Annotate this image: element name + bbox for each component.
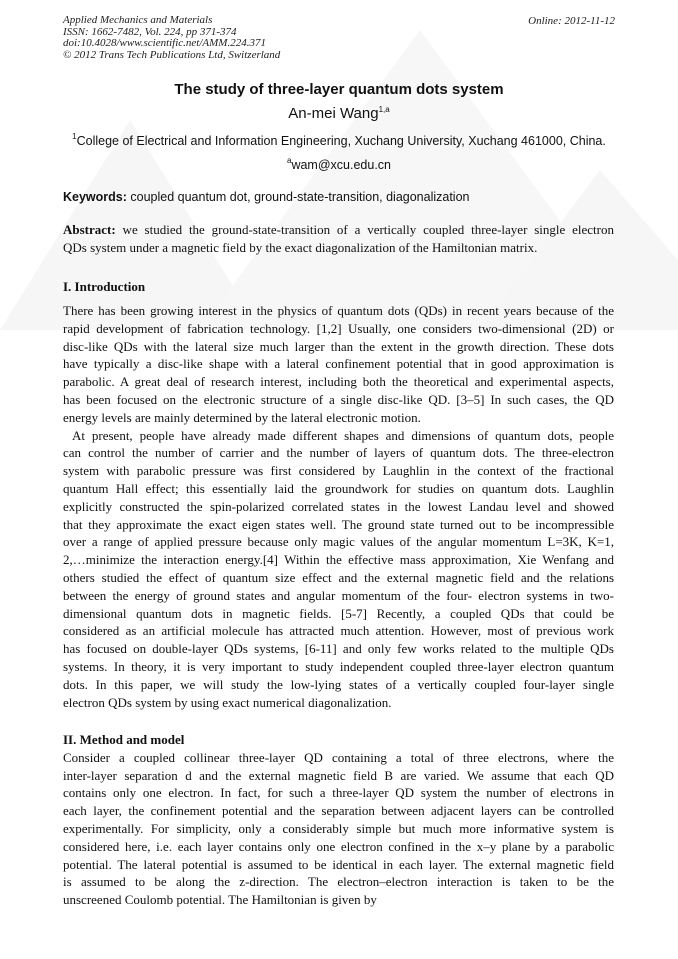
keywords-label: Keywords:: [63, 190, 127, 204]
text-line: system with parabolic pressure was first considered by Laughlin in the context of the fractional: [63, 463, 614, 479]
text-line: parabolic. A great deal of research interest, including both the theoretical and experimental aspects,: [63, 374, 614, 390]
doi: doi:10.4028/www.scientific.net/AMM.224.371: [63, 37, 266, 50]
paragraph: [63, 302, 614, 427]
section-body: [63, 749, 614, 909]
paragraph: [63, 749, 614, 909]
text-line: over a range of applied pressure because only magic values of the angular momentum L=3K, K=1,: [63, 534, 614, 550]
text-line: is assumed to be along the z-direction. The electron–electron interaction is taken to be the: [63, 874, 614, 890]
affiliation: [0, 134, 678, 148]
text-line: electron QDs system by using exact numerical diagonalization.: [63, 694, 392, 710]
email-sup: a: [287, 156, 292, 165]
text-line: considered here, i.e. each layer contains only one electron confined in the x–y plane by a parabolic: [63, 838, 614, 854]
text-line: dimensional quantum dots in magnetic fields. [5-7] Recently, a coupled QDs that could be: [63, 605, 614, 621]
text-line: experimentally. For simplicity, only a considerably simple but much more informative system is: [63, 820, 614, 836]
abstract-line: we studied the ground-state-transition of a vertically coupled three-layer single electron: [115, 222, 614, 237]
text-line: rapid development of fabrication technology. [1,2] Usually, one considers two-dimensional (2D) or: [63, 320, 614, 336]
text-line: have typically a disc-like shape with a lateral confinement potential that in good approximation is: [63, 356, 614, 372]
section-method: [63, 731, 614, 909]
online-date: Online: 2012-11-12: [528, 15, 615, 27]
author: [0, 105, 678, 122]
section-heading: I. Introduction: [63, 279, 146, 294]
text-line: others studied the effect of quantum size effect and the external magnetic field and the relations: [63, 569, 614, 585]
affiliation-sup: 1: [72, 132, 77, 141]
text-line: contains only one electron. In fact, for such a three-layer QD system the number of electrons in: [63, 785, 614, 801]
text-line: systems. In theory, it is very important to study independent coupled three-layer electron quantum: [63, 658, 614, 674]
section-body: [63, 302, 614, 711]
text-line: between the energy of ground states and angular momentum of the four- electron systems in two-: [63, 587, 614, 603]
text-line: inter-layer separation d and the external magnetic field B are varied. We assume that each QD: [63, 767, 614, 783]
affiliation-text: College of Electrical and Information Engineering, Xuchang University, Xuchang 461000, China.: [76, 134, 606, 148]
text-line: explicitly constructed the spin-polarized correlated states in the lowest Landau level and showed: [63, 498, 614, 514]
paragraph: [63, 427, 614, 712]
abstract-label: Abstract:: [63, 222, 116, 237]
abstract-line: QDs system under a magnetic field by the exact diagonalization of the Hamiltonian matrix.: [63, 239, 538, 255]
journal-header: [63, 15, 280, 62]
text-line: dots. In this paper, we will study the low-lying states of a vertically coupled four-layer single: [63, 676, 614, 692]
section-heading: II. Method and model: [63, 732, 185, 747]
text-line: Consider a coupled collinear three-layer QD containing a total of three electrons, where the: [63, 749, 614, 765]
abstract: [63, 221, 614, 257]
keywords: [63, 190, 470, 204]
paper-title: The study of three-layer quantum dots system: [174, 81, 504, 98]
email-text[interactable]: wam@xcu.edu.cn: [291, 158, 391, 172]
text-line: has been focused on the electronic structure of a single disc-like QD. [3–5] In such cases, the QD: [63, 391, 614, 407]
text-line: has focused on double-layer QDs systems, [6-11] and only few works related to the multiple QDs: [63, 641, 614, 657]
text-line: that they approximate the exact eigen states well. The ground state turned out to be incompressible: [63, 516, 614, 532]
text-line: energy levels are mainly determined by the lateral electronic motion.: [63, 409, 421, 425]
text-line: 2,…minimize the interaction energy.[4] Within the effective mass approximation, Xie Wenfang and: [63, 552, 614, 568]
text-line: can control the number of carrier and the number of layers of quantum dots. The three-electron: [63, 445, 614, 461]
issn: ISSN: 1662-7482, Vol. 224, pp 371-374: [63, 25, 237, 38]
text-line: potential. The lateral potential is assumed to be identical in each layer. The external magnetic field: [63, 856, 614, 872]
text-line: each layer, the confinement potential and the separation between adjacent layers can be controlled: [63, 803, 614, 819]
copyright: © 2012 Trans Tech Publications Ltd, Switzerland: [63, 49, 281, 62]
text-line: unscreened Coulomb potential. The Hamiltonian is given by: [63, 892, 377, 908]
text-line: quantum Hall effect; this essentially laid the groundwork for studies on quantum dots. Laughlin: [63, 480, 614, 496]
text-line: disc-like QDs with the lateral size much larger than the extent in the growth direction. These dots: [63, 338, 614, 354]
text-line: At present, people have already made different shapes and dimensions of quantum dots, people: [72, 427, 614, 443]
text-line: There has been growing interest in the physics of quantum dots (QDs) in recent years because of the: [63, 303, 614, 318]
section-introduction: [63, 278, 614, 711]
text-line: considered as an artificial molecule has attracted much attention. However, most of previous work: [63, 623, 614, 639]
keywords-text: coupled quantum dot, ground-state-transition, diagonalization: [126, 190, 470, 204]
email: [0, 158, 678, 172]
author-sup: 1,a: [378, 105, 390, 114]
author-name: An-mei Wang: [288, 105, 379, 122]
journal-name: Applied Mechanics and Materials: [63, 14, 213, 26]
